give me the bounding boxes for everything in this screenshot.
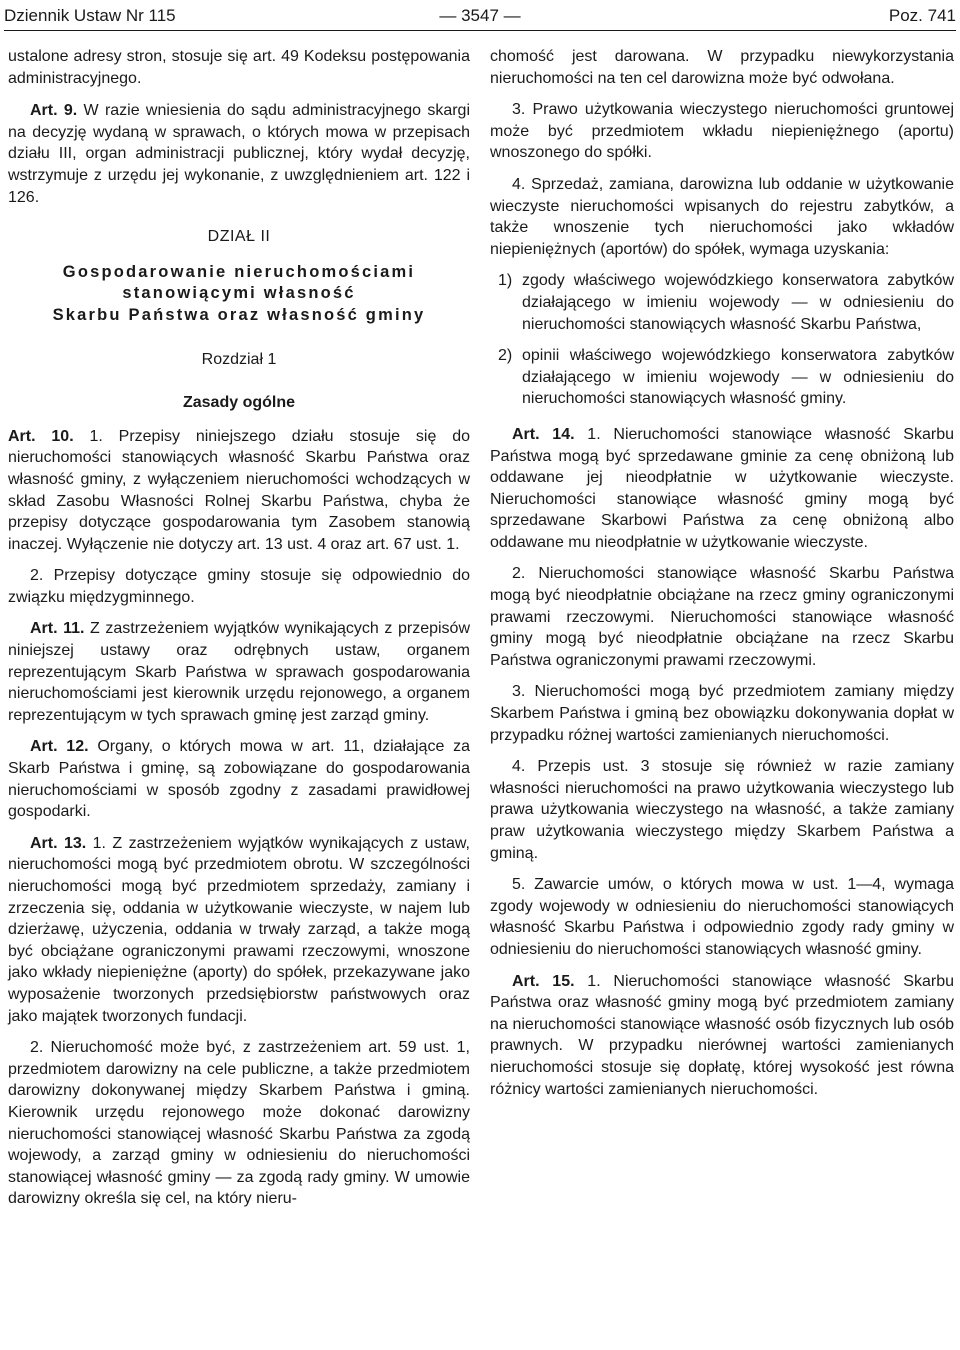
article-13-paragraph-4: 4. Sprzedaż, zamiana, darowizna lub oddanie w użytkowanie wieczyste nieruchomości wpisanych do rejestru zabytków, a także wnoszenie tych nieruchomości jako wkładów niepieniężnych (aportów) do spółek, wymaga uzyskania: — [490, 175, 954, 258]
article-label: Art. 11. — [30, 620, 85, 638]
item-number: 1) — [498, 272, 513, 290]
article-13-paragraph-3: 3. Prawo użytkowania wieczystego nieruchomości gruntowej może być przedmiotem wkładu niepieniężnego (aportu) wnoszonego do spółki. — [490, 101, 954, 162]
article-12 — [8, 736, 470, 822]
page-number: — 3547 — — [439, 6, 521, 25]
article-14-paragraph-5: 5. Zawarcie umów, o których mowa w ust. 1—4, wymaga zgody wojewody w odniesieniu do nieruchomości stanowiących własność Skarbu Państwa i odpowiednio zgody rady gminy w odniesieniu do nieruchomości stanowiących własność gminy. — [490, 876, 954, 958]
article-text: 1. Nieruchomości stanowiące własność Skarbu Państwa oraz własność gminy mogą być przedmiotem zamiany na nieruchomości stanowiące własność osób fizycznych lub osób prawnych. W przypadku nierównej wartości zamienianych nieruchomości stosuje się dopłatę, której wysokość jest równa różnicy wartości zamienianych nieruchomości. — [490, 972, 954, 1098]
division-heading: DZIAŁ II — [207, 228, 271, 246]
article-label: Art. 9. — [30, 102, 78, 120]
article-text: Organy, o których mowa w art. 11, działające za Skarb Państwa i gminę, są zobowiązane do gospodarowania nieruchomościami w sposób zgodny z zasadami prawidłowej gospodarki. — [8, 738, 470, 821]
article-13-item-list — [490, 270, 954, 410]
item-text: opinii właściwego wojewódzkiego konserwatora zabytków działającego w imieniu wojewody — w odniesieniu do nieruchomości stanowiących własność gminy. — [522, 347, 954, 408]
article-text: 1. Z zastrzeżeniem wyjątków wynikających z ustaw, nieruchomości mogą być przedmiotem obrotu. W szczególności nieruchomości mogą być przedmiotem sprzedaży, zamiany i zrzeczenia się, oddania w użytkowanie wieczyste, w najem lub dzierżawę, użyczenia, oddania w trwały zarząd, a także mogą być obciążane ograniczonymi prawami rzeczowymi, wnoszone jako wkłady niepieniężne (aporty) do spółek, przekazywane jako wyposażenie tworzonych przedsiębiorstw państwowych oraz jako majątek tworzonych fundacji. — [8, 834, 471, 1025]
list-item — [490, 345, 954, 410]
article-text: Z zastrzeżeniem wyjątków wynikających z przepisów niniejszej ustawy oraz odrębnych ustaw, organem reprezentującym Skarb Państwa w sprawach gospodarowania nieruchomościami jest kierownik urzędu rejonowego, a organem reprezentującym w tych sprawach gminę jest zarząd gminy. — [8, 620, 470, 724]
division-title-line: Gospodarowanie nieruchomościami — [62, 262, 416, 281]
chapter-title: Zasady ogólne — [182, 394, 296, 412]
division-title-line: stanowiącymi własność — [122, 284, 356, 303]
article-13 — [8, 833, 470, 1027]
journal-title: Dziennik Ustaw Nr 115 — [4, 6, 176, 25]
article-text: 1. Nieruchomości stanowiące własność Skarbu Państwa mogą być sprzedawane gminie za cenę obniżoną lub oddawane jej nieodpłatnie w użytkowanie wieczyste. Nieruchomości stanowiące własność gminy mogą być sprzedawane Skarbowi Państwa za cenę obniżoną albo oddawane mu nieodpłatnie w użytkowanie wieczyste. — [490, 425, 954, 551]
article-label: Art. 12. — [30, 738, 89, 756]
article-label: Art. 10. — [8, 427, 74, 445]
article-10 — [8, 426, 470, 556]
article-label: Art. 15. — [512, 972, 575, 990]
article-14-paragraph-2: 2. Nieruchomości stanowiące własność Skarbu Państwa mogą być nieodpłatnie obciążane na rzecz gminy ograniczonymi prawami rzeczowymi. Nieruchomości stanowiące własność gminy mogą być nieodpłatnie obciążane na rzecz Skarbu Państwa ograniczonymi prawami rzeczowymi. — [490, 565, 954, 669]
article-13-paragraph-2-continued: chomość jest darowana. W przypadku niewykorzystania nieruchomości na ten cel darowizna może być odwołana. — [490, 48, 954, 87]
page-header — [4, 2, 956, 31]
article-14-paragraph-4: 4. Przepis ust. 3 stosuje się również w razie zamiany własności nieruchomości na prawo użytkowania wieczystego lub prawa użytkowania wieczystego na własność, a także zamiany praw użytkowania wieczystego między Skarbem Państwa a gminą. — [490, 758, 954, 862]
position-number: Poz. 741 — [888, 6, 956, 25]
article-text: 1. Przepisy niniejszego działu stosuje się do nieruchomości stanowiących własność Skarbu Państwa oraz własność gminy, z wyłączeniem nieruchomości wchodzących w skład Zasobu Własności Rolnej Skarbu Państwa, chyba że przepisy dotyczące gospodarowania tym Zasobem stanowią inaczej. Wyłączenie nie dotyczy art. 13 ust. 4 oraz art. 67 ust. 1. — [8, 427, 470, 553]
article-11 — [8, 618, 470, 726]
division-title-line: Skarbu Państwa oraz własność gminy — [52, 305, 426, 324]
right-column — [490, 46, 954, 1110]
article-14 — [490, 424, 954, 554]
article-14-paragraph-3: 3. Nieruchomości mogą być przedmiotem zamiany między Skarbem Państwa i gminą bez obowiązku dokonywania dopłat w przypadku różnej wartości zamienianych nieruchomości. — [490, 683, 954, 744]
article-label: Art. 13. — [30, 834, 87, 852]
article-13-paragraph-2: 2. Nieruchomość może być, z zastrzeżeniem art. 59 ust. 1, przedmiotem darowizny na cele publiczne, a także przedmiotem darowizny dokonywanej między Skarbem Państwa i gminą. Kierownik urzędu rejonowego może dokonać darowizny nieruchomości stanowiącej własność Skarbu Państwa za zgodą wojewody, a zarząd gminy w odniesieniu do nieruchomości stanowiącej własność gminy — za zgodą rady gminy. W umowie darowizny określa się cel, na który nieru- — [8, 1039, 470, 1208]
item-number: 2) — [498, 347, 513, 365]
list-item — [490, 270, 954, 335]
chapter-heading: Rozdział 1 — [201, 350, 277, 368]
article-9 — [8, 100, 470, 208]
article-text: W razie wniesienia do sądu administracyjnego skargi na decyzję wydaną w sprawach, o których mowa w przepisach działu III, organ administracji publicznej, który wydał decyzję, wstrzymuje z urzędu jej wykonanie, z uwzględnieniem art. 122 i 126. — [8, 102, 471, 206]
division-title — [8, 262, 470, 327]
article-15 — [490, 971, 954, 1101]
intro-paragraph: ustalone adresy stron, stosuje się art. 49 Kodeksu postępowania administracyjnego. — [8, 48, 470, 87]
article-label: Art. 14. — [512, 425, 575, 443]
left-column — [8, 46, 470, 1220]
article-10-paragraph-2: 2. Przepisy dotyczące gminy stosuje się odpowiednio do związku międzygminnego. — [8, 567, 470, 606]
item-text: zgody właściwego wojewódzkiego konserwatora zabytków działającego w imieniu wojewody — w odniesieniu do nieruchomości stanowiących własność Skarbu Państwa, — [522, 272, 954, 333]
